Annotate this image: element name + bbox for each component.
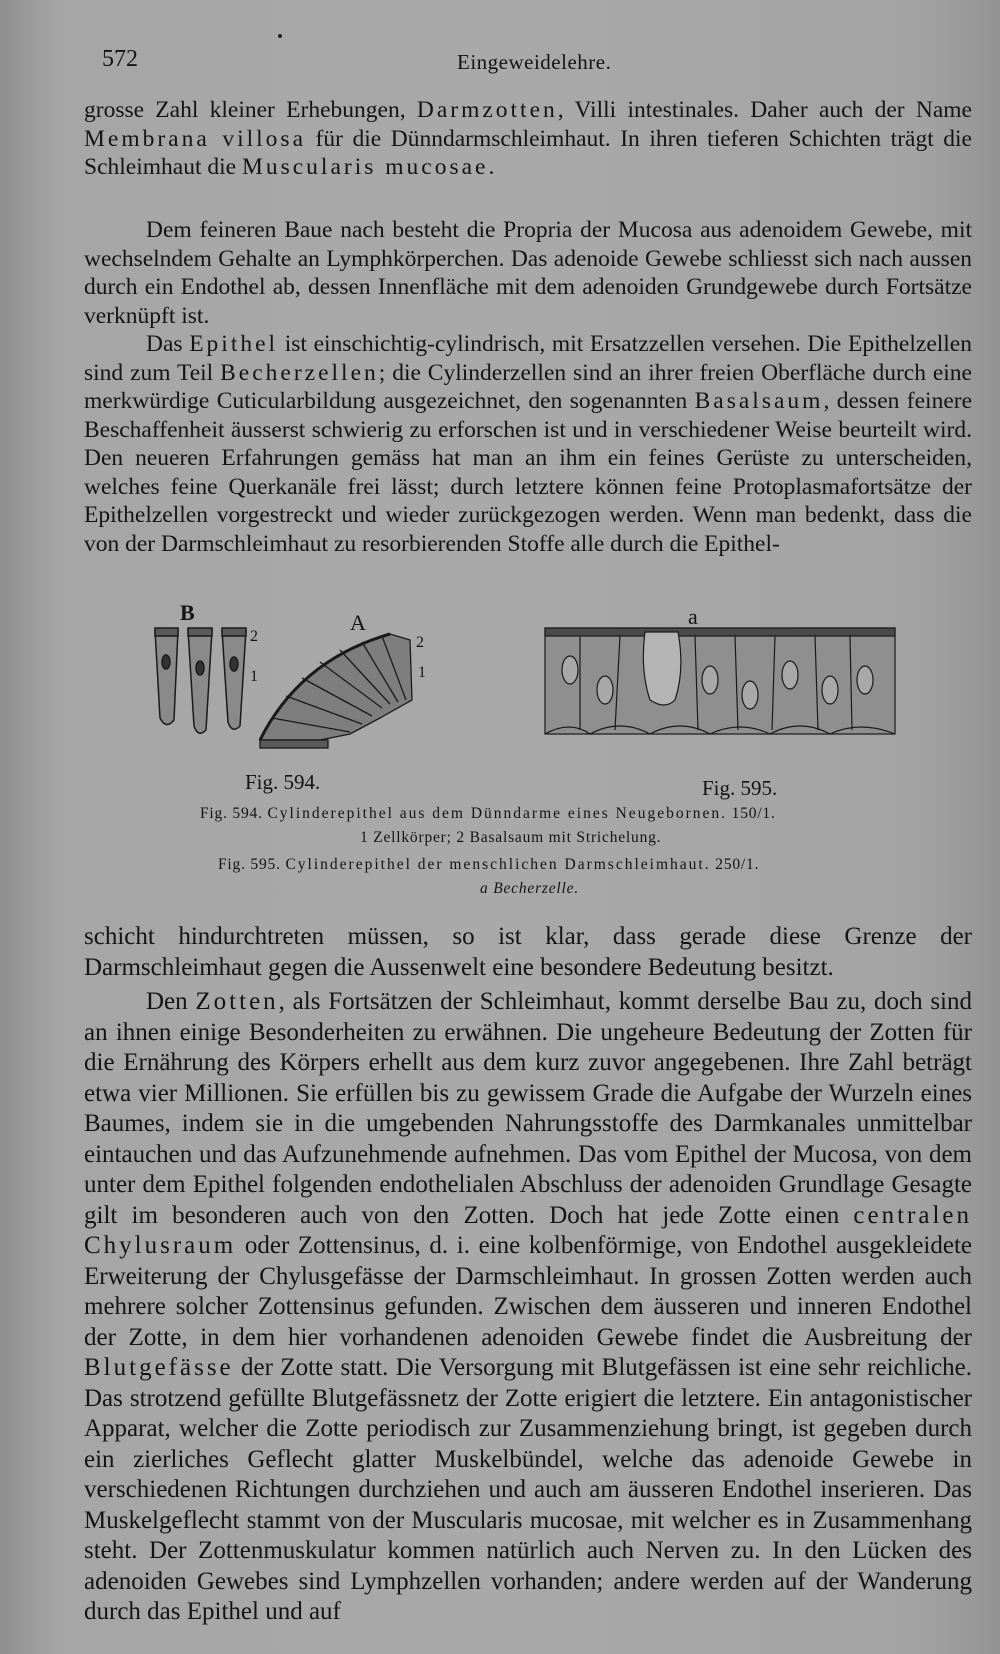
text-run: Den [146, 988, 196, 1015]
fig595-label: Fig. 595. [702, 776, 778, 800]
paragraph-zotten [84, 987, 972, 1628]
running-title: Eingeweidelehre. [457, 50, 612, 74]
term-membrana-villosa: Membrana villosa [84, 125, 306, 152]
fig594-cell-fan [260, 634, 412, 748]
caption-prefix: Fig. 594. [200, 805, 263, 822]
print-speck [278, 34, 282, 38]
fig594-isolated-cells [155, 628, 246, 733]
term-epithel: Epithel [189, 331, 279, 357]
term-basalsaum: Basalsaum [694, 388, 824, 414]
caption-title: Cylinderepithel der menschlichen Darmschleimhaut. [285, 856, 711, 873]
text-run: ist einschichtig-cylindrisch, mit Ersatzzellen versehen. Die Epithelzellen sind zum Teil [84, 331, 972, 386]
caption-magnification: 250/1. [715, 856, 760, 873]
term-chylusraum: centralen Chylusraum [84, 1201, 972, 1259]
text-run: . [488, 154, 495, 180]
page-header [102, 46, 960, 76]
fig594-letter-a: A [350, 610, 366, 635]
fig594-letter-b: B [180, 600, 195, 625]
text-run: der Zotte statt. Die Versorgung mit Blutgefässen ist eine sehr reichliche. Das strotzend gefüllte Blutgefässnetz der Zotte erigiert die letztere. Ein antagonistischer Apparat, welcher die Zotte periodisch zur Zusammenziehung bringt, ist gegeben durch ein zierliches Geflecht glatter Muskelbündel, welche das adenoide Gewebe in verschiedenen Richtungen durchziehen und auch am äusseren Endothel inserieren. Das Muskelgeflecht stammt von der Muscularis mucosae, mit welcher es in Zusammenhang steht. Der Zottenmuskulatur kommen natürlich auch Nerven zu. In den Lücken des adenoiden Gewebes sind Lymphzellen vorhanden; andere werden auf der Wanderung durch das Epithel und auf [84, 1354, 972, 1625]
text-run: , Villi intestinales. Daher auch der Name [557, 97, 972, 123]
text-run: oder Zottensinus, d. i. eine kolbenförmige, von Endothel ausgekleidete Erweiterung der Chylusgefässe der Darmschleimhaut. In grossen Zotten werden auch mehrere solcher Zottensinus gefunden. Zwischen dem äusseren und inneren Endothel der Zotte, in dem hier vorhandenen adenoiden Gewebe findet die Ausbreitung der [84, 1232, 972, 1351]
fig594-num-2: 2 [250, 628, 258, 645]
page-number: 572 [102, 46, 138, 72]
caption-prefix: Fig. 595. [218, 856, 281, 873]
term-blutgefaesse: Blutgefässe [84, 1354, 234, 1381]
term-zotten: Zotten [195, 988, 279, 1015]
paragraphs-epithel [84, 212, 972, 558]
paragraph-villi [84, 96, 972, 182]
text-run: ; die Cylinderzellen sind an ihrer freien Oberfläche durch eine merkwürdige Cuticularbildung ausgezeichnet, den sogenannten [84, 359, 972, 414]
paragraph-propria: Dem feineren Baue nach besteht die Propria der Mucosa aus adenoidem Gewebe, mit wechselndem Gehalte an Lymphkörperchen. Das adenoide Gewebe schliesst sich nach aussen durch ein Endothel ab, dessen Innenfläche mit dem adenoiden Grundgewebe durch Fortsätze verknüpft ist. [84, 217, 972, 329]
caption-magnification: 150/1. [731, 805, 776, 822]
fig595-epithelium [545, 628, 895, 734]
paragraph-grenze: schicht hindurchtreten müssen, so ist klar, dass gerade diese Grenze der Darmschleimhaut gegen die Aussenwelt eine besondere Bedeutung besitzt. [84, 923, 972, 981]
paragraphs-zotten [84, 922, 972, 1628]
text-run: grosse Zahl kleiner Erhebungen, [84, 97, 417, 123]
text-run: für die Dünndarmschleimhaut. In ihren tieferen Schichten trägt die Schleimhaut die [84, 125, 972, 180]
caption-fig595 [218, 856, 759, 874]
figure-area [150, 600, 950, 800]
text-run: Das [146, 331, 190, 357]
fig594-num-1-right: 1 [418, 664, 426, 681]
term-becherzellen: Becherzellen [220, 359, 379, 386]
text-run: , als Fortsätzen der Schleimhaut, kommt derselbe Bau zu, doch sind an ihnen einige Besonderheiten zu erwähnen. Die ungeheure Bedeutung der Zotten für die Ernährung des Körpers erhellt aus dem kurz zuvor angegebenen. Ihre Zahl beträgt etwa vier Millionen. Sie erfüllen bis zu gewissem Grade die Aufgabe der Wurzeln eines Baumes, indem sie in die umgebenden Nahrungsstoffe des Darmkanales unmittelbar eintauchen und das Aufzunehmende aufnehmen. Das vom Epithel der Mucosa, von dem unter dem Epithel folgenden endothelialen Abschluss der adenoiden Grundlage Gesagte gilt im besonderen auch von den Zotten. Doch hat jede Zotte einen [84, 988, 972, 1229]
caption-title: Cylinderepithel aus dem Dünndarme eines Neugebornen. [267, 805, 727, 822]
caption-fig595-legend: a Becherzelle. [480, 880, 579, 897]
fig594-num-1: 1 [250, 668, 258, 685]
fig594-num-2-right: 2 [416, 634, 424, 651]
figure-illustrations [150, 600, 950, 790]
caption-fig594 [200, 805, 776, 823]
paragraph-epithel [84, 330, 972, 558]
term-muscularis-mucosae: Muscularis mucosae [241, 154, 489, 180]
caption-fig594-legend: 1 Zellkörper; 2 Basalsaum mit Strichelung. [360, 829, 662, 846]
fig594-label: Fig. 594. [245, 770, 321, 794]
term-darmzotten: Darmzotten [416, 97, 558, 123]
fig595-letter-a: a [688, 604, 698, 629]
text-run: , dessen feinere Beschaffenheit äusserst schwierig zu erforschen ist und in verschiedener Weise beurteilt wird. Den neueren Erfahrungen gemäss hat man an ihm ein feines Gerüste zu unterscheiden, welches feine Querkanäle frei lässt; durch letztere können feine Protoplasmafortsätze der Epithelzellen vorgestreckt und wieder zurückgezogen werden. Wenn man bedenkt, dass die von der Darmschleimhaut zu resorbierenden Stoffe alle durch die Epithel- [84, 388, 973, 557]
